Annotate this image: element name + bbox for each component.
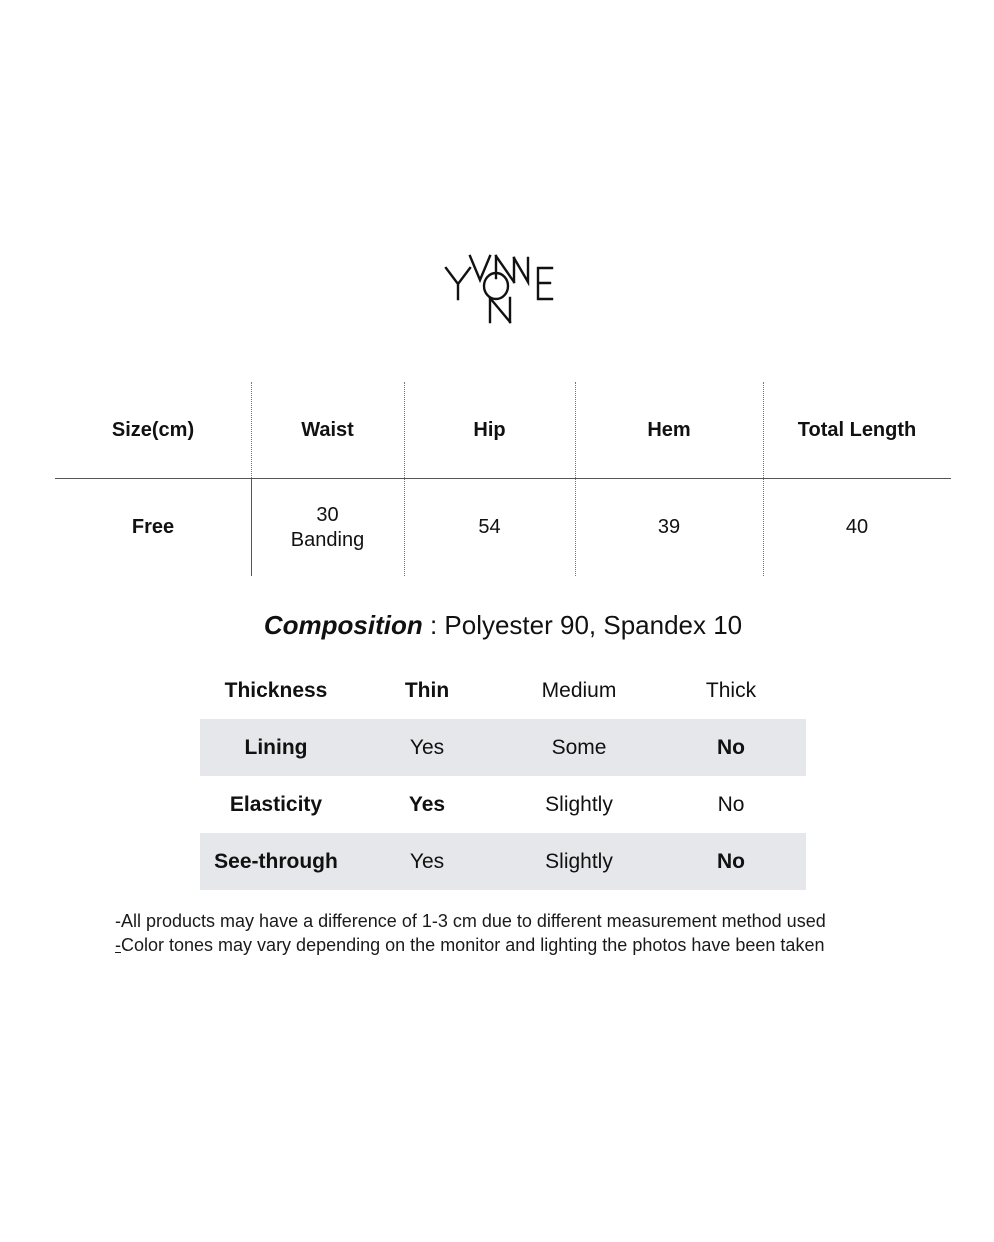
option-cell: Yes xyxy=(408,792,446,816)
option-cell: Yes xyxy=(409,849,445,873)
waist-note: Banding xyxy=(290,528,365,551)
header-total-length: Total Length xyxy=(797,419,917,441)
option-cell: Some xyxy=(551,735,607,759)
size-value: Free xyxy=(131,516,175,538)
brand-logo xyxy=(440,252,558,328)
row-label: Elasticity xyxy=(229,792,323,816)
note-line-1: -All products may have a difference of 1-3 cm due to different measurement method used xyxy=(115,911,826,931)
header-hem: Hem xyxy=(647,419,691,441)
row-label: See-through xyxy=(214,849,338,873)
composition-label: Composition xyxy=(263,610,423,640)
hip-value: 54 xyxy=(478,516,501,538)
header-hip: Hip xyxy=(473,419,506,441)
option-cell: Medium xyxy=(541,678,617,702)
option-cell: Thick xyxy=(705,678,757,702)
row-label: Thickness xyxy=(224,678,328,702)
composition-separator: : xyxy=(422,610,445,640)
option-cell: Thin xyxy=(404,678,450,702)
hem-value: 39 xyxy=(657,516,681,538)
waist-number: 30 xyxy=(316,503,339,526)
note-line-2 xyxy=(115,933,826,957)
option-cell: No xyxy=(717,849,745,873)
brand-logo-mark xyxy=(440,252,558,328)
waist-value xyxy=(251,479,404,576)
size-table xyxy=(55,382,951,576)
option-cell: No xyxy=(717,792,745,816)
composition-line xyxy=(0,610,994,641)
option-cell: Yes xyxy=(409,735,445,759)
header-waist: Waist xyxy=(301,419,354,441)
row-label: Lining xyxy=(244,735,308,759)
fabric-row-elasticity xyxy=(200,776,806,833)
fabric-row-lining xyxy=(200,719,806,776)
option-cell: No xyxy=(717,735,745,759)
note-line-2-dash: - xyxy=(115,935,121,955)
fabric-table xyxy=(200,662,806,890)
note-line-2-text: Color tones may vary depending on the monitor and lighting the photos have been taken xyxy=(121,935,825,955)
fabric-row-see-through xyxy=(200,833,806,890)
header-size: Size(cm) xyxy=(111,419,195,441)
composition-value: Polyester 90, Spandex 10 xyxy=(444,610,743,640)
total-length-value: 40 xyxy=(845,516,869,538)
option-cell: Slightly xyxy=(545,849,613,873)
disclaimer-notes xyxy=(115,909,826,957)
option-cell: Slightly xyxy=(545,792,613,816)
fabric-row-thickness xyxy=(200,662,806,719)
